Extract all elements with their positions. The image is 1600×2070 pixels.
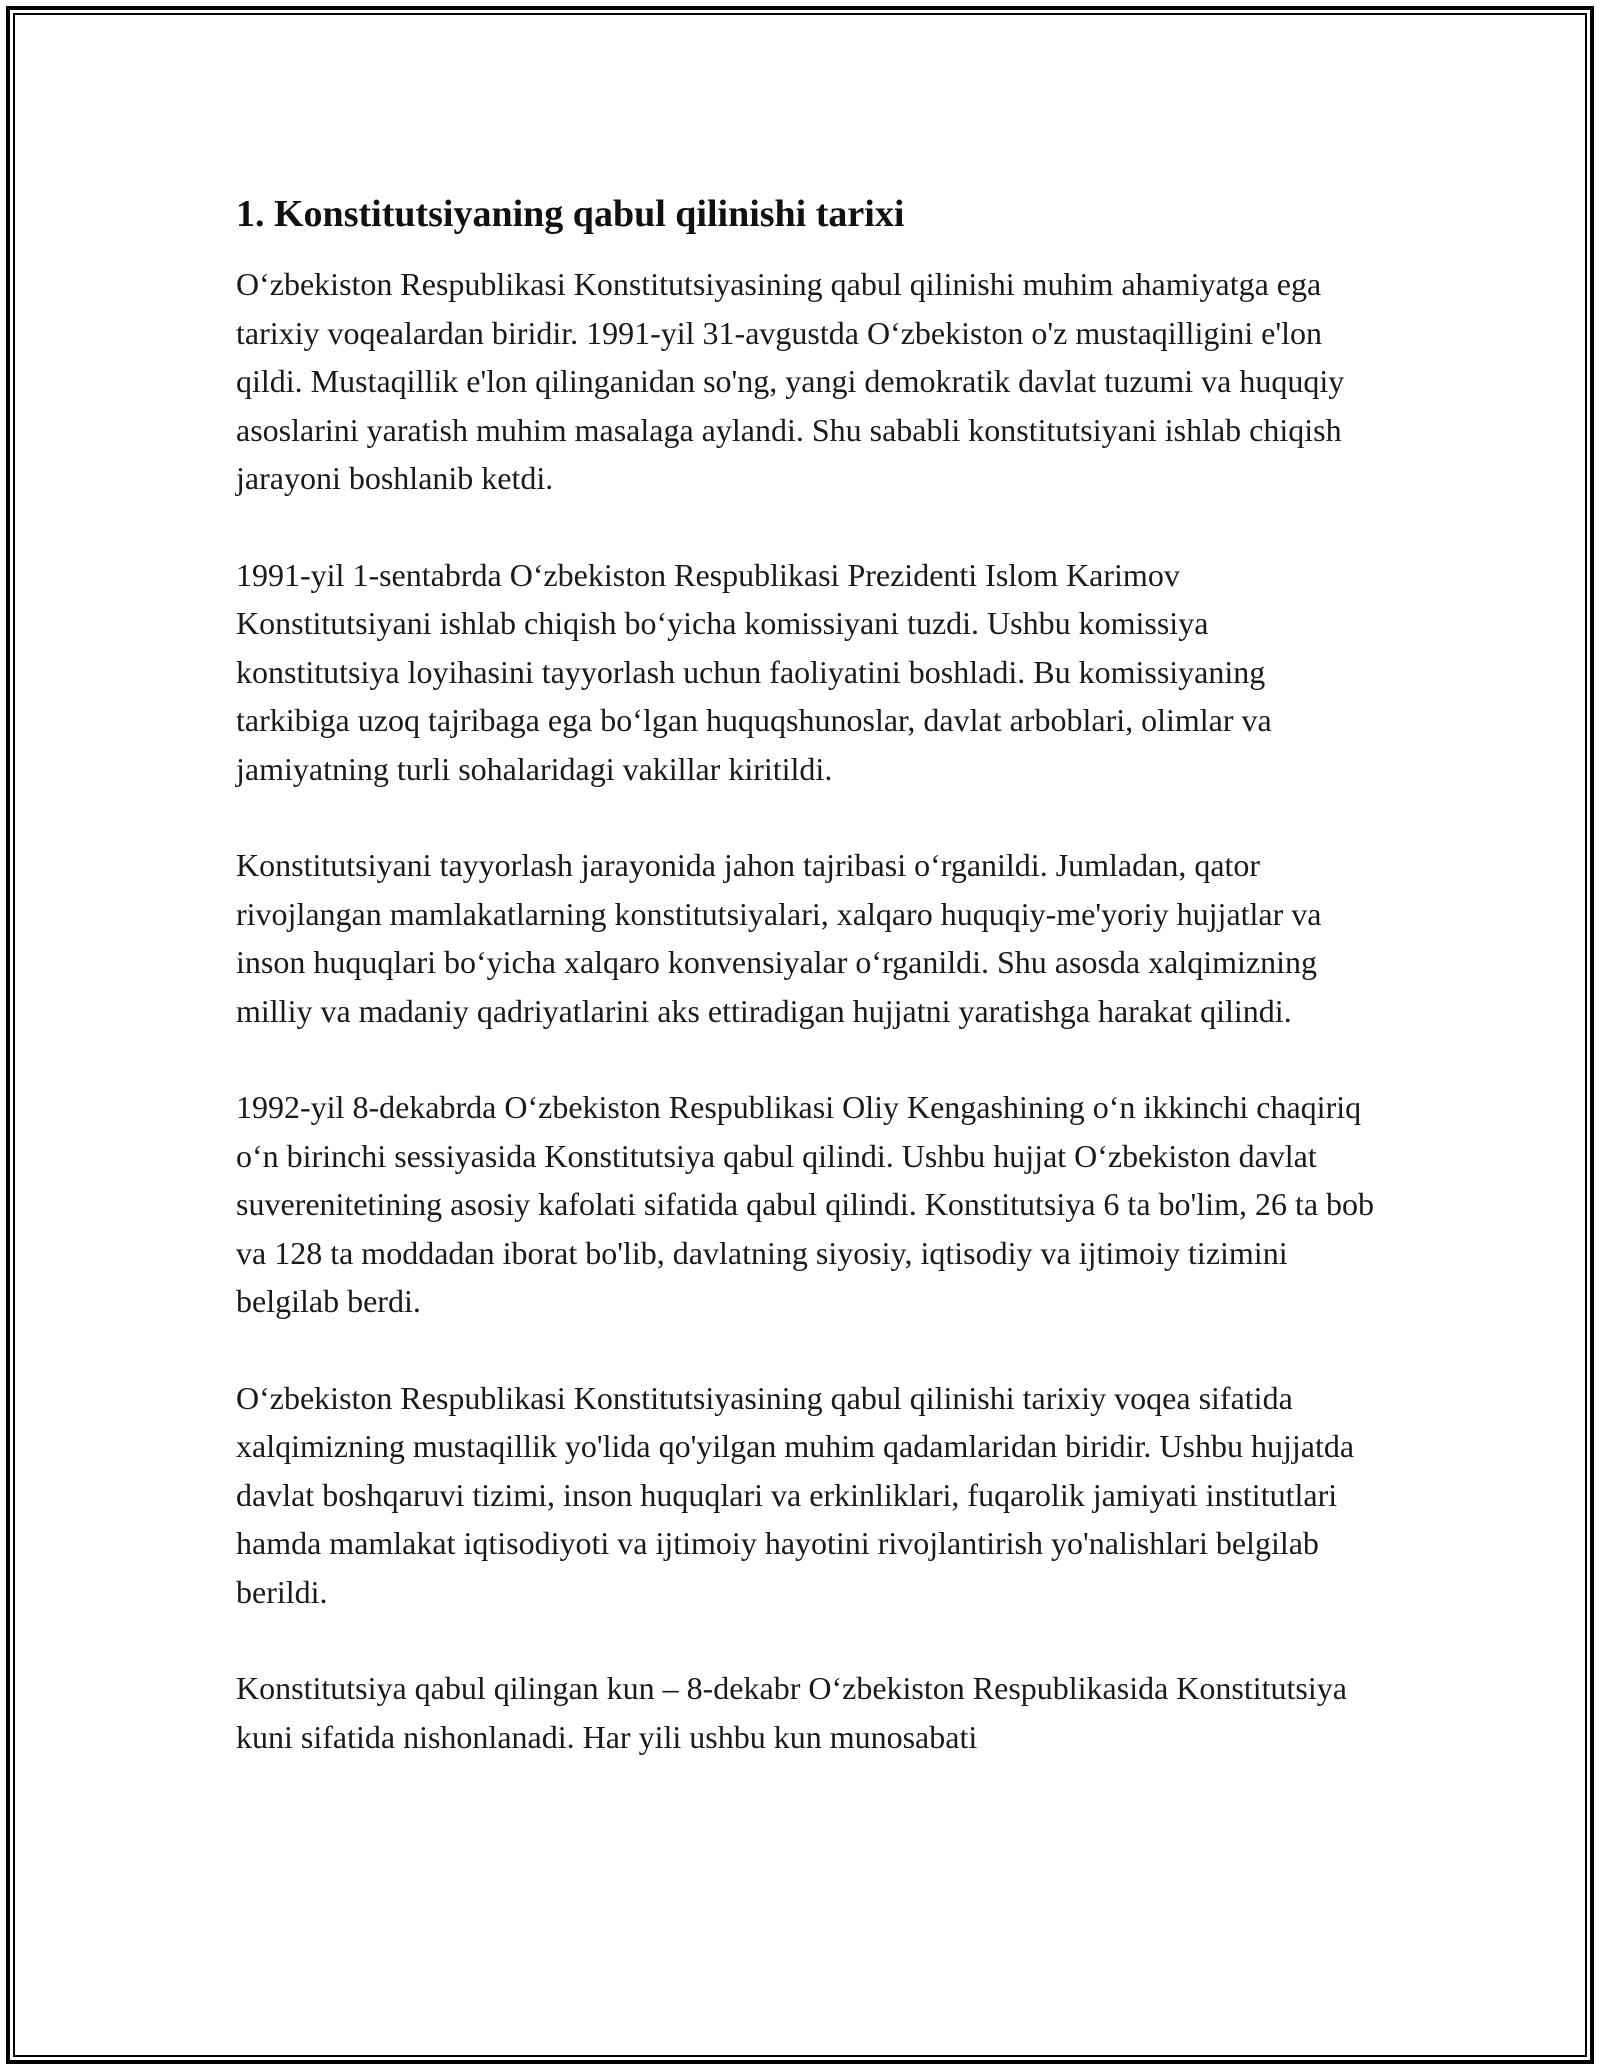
document-body <box>236 188 1376 1809</box>
paragraph-1: O‘zbekiston Respublikasi Konstitutsiyasining qabul qilinishi muhim ahamiyatga ega tarixiy voqealardan biridir. 1991-yil 31-avgustda O‘zbekiston o'z mustaqilligini e'lon qildi. Mustaqillik e'lon qilinganidan so'ng, yangi demokratik davlat tuzumi va huquqiy asoslarini yaratish muhim masalaga aylandi. Shu sababli konstitutsiyani ishlab chiqish jarayoni boshlanib ketdi. <box>236 266 1345 496</box>
paragraph-4: 1992-yil 8-dekabrda O‘zbekiston Respublikasi Oliy Kengashining o‘n ikkinchi chaqiriq o‘n birinchi sessiyasida Konstitutsiya qabul qilindi. Ushbu hujjat O‘zbekiston davlat suverenitetining asosiy kafolati sifatida qabul qilindi. Konstitutsiya 6 ta bo'lim, 26 ta bob va 128 ta moddadan iborat bo'lib, davlatning siyosiy, iqtisodiy va ijtimoiy tizimini belgilab berdi. <box>236 1089 1375 1319</box>
paragraph-6: Konstitutsiya qabul qilingan kun – 8-dekabr O‘zbekiston Respublikasida Konstitutsiya kuni sifatida nishonlanadi. Har yili ushbu kun munosabati <box>236 1670 1347 1755</box>
paragraph-2: 1991-yil 1-sentabrda O‘zbekiston Respublikasi Prezidenti Islom Karimov Konstitutsiyani ishlab chiqish bo‘yicha komissiyani tuzdi. Ushbu komissiya konstitutsiya loyihasini tayyorlash uchun faoliyatini boshladi. Bu komissiyaning tarkibiga uzoq tajribaga ega bo‘lgan huquqshunoslar, davlat arboblari, olimlar va jamiyatning turli sohalaridagi vakillar kiritildi. <box>236 556 1272 787</box>
paragraph-3: Konstitutsiyani tayyorlash jarayonida jahon tajribasi o‘rganildi. Jumladan, qator rivojlangan mamlakatlarning konstitutsiyalari, xalqaro huquqiy-me'yoriy hujjatlar va inson huquqlari bo‘yicha xalqaro konvensiyalar o‘rganildi. Shu asosda xalqimizning milliy va madaniy qadriyatlarini aks ettiradigan hujjatni yaratishga harakat qilindi. <box>236 847 1322 1029</box>
paragraph-5: O‘zbekiston Respublikasi Konstitutsiyasining qabul qilinishi tarixiy voqea sifatida xalqimizning mustaqillik yo'lida qo'yilgan muhim qadamlaridan biridir. Ushbu hujjatda davlat boshqaruvi tizimi, inson huquqlari va erkinliklari, fuqarolik jamiyati institutlari hamda mamlakat iqtisodiyoti va ijtimoiy hayotini rivojlantirish yo'nalishlari belgilab berildi. <box>236 1379 1355 1610</box>
section-title: 1. Konstitutsiyaning qabul qilinishi tarixi <box>236 193 905 235</box>
